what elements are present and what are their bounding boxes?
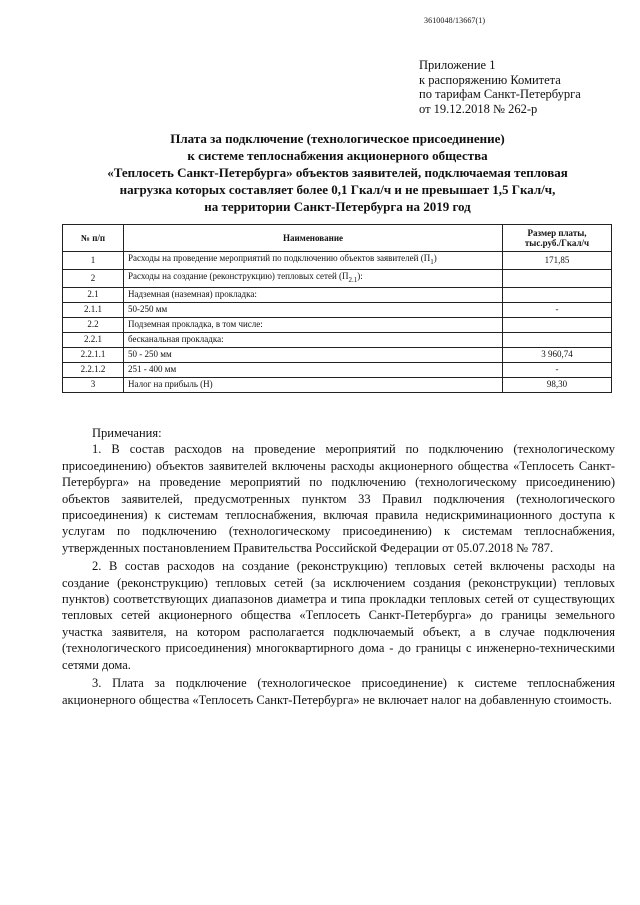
- row-name: [124, 347, 503, 362]
- document-id: 3610048/13667(1): [424, 16, 486, 25]
- tariff-table: [62, 224, 612, 393]
- row-number: 2.2: [63, 317, 124, 332]
- row-value: 3 960,74: [503, 347, 612, 362]
- row-name-text: Расходы на проведение мероприятий по подключению объектов заявителей (П: [128, 253, 431, 263]
- table-row: [63, 269, 612, 287]
- table-row: [63, 377, 612, 392]
- row-name: [124, 317, 503, 332]
- row-name: [124, 252, 503, 270]
- row-number: 2.1: [63, 287, 124, 302]
- row-number: 2.2.1.1: [63, 347, 124, 362]
- appendix-line: Приложение 1: [419, 58, 496, 72]
- row-number: 3: [63, 377, 124, 392]
- row-name-text: Надземная (наземная) прокладка:: [128, 289, 257, 300]
- title-line: «Теплосеть Санкт-Петербурга» объектов заявителей, подключаемая тепловая: [107, 165, 568, 180]
- row-name-text: Налог на прибыль (Н): [128, 379, 213, 390]
- row-name-text: 251 - 400 мм: [128, 364, 177, 375]
- row-value: 98,30: [503, 377, 612, 392]
- row-value: -: [503, 302, 612, 317]
- table-row: [63, 317, 612, 332]
- appendix-block: [419, 58, 581, 116]
- header-value-line1: Размер платы,: [527, 228, 587, 238]
- row-name: [124, 332, 503, 347]
- row-value: [503, 287, 612, 302]
- notes-section: [62, 425, 615, 708]
- row-name-subscript: 2.1: [348, 275, 358, 284]
- notes-heading: Примечания:: [92, 426, 162, 440]
- appendix-line: от 19.12.2018 № 262-р: [419, 101, 538, 116]
- header-name: Наименование: [124, 225, 503, 252]
- title-line: нагрузка которых составляет более 0,1 Гкал/ч и не превышает 1,5 Гкал/ч,: [119, 182, 556, 197]
- row-number: 2: [63, 269, 124, 287]
- table-row: [63, 332, 612, 347]
- row-name: [124, 269, 503, 287]
- row-name-text: 50-250 мм: [128, 304, 168, 315]
- table-row: [63, 347, 612, 362]
- table-header-row: [63, 225, 612, 252]
- table-row: [63, 252, 612, 270]
- note-paragraph: 3. Плата за подключение (технологическое присоединение) к системе теплоснабжения акционерного общества «Теплосеть Санкт-Петербурга» не включает налог на добавленную стоимость.: [62, 676, 615, 707]
- table-row: [63, 302, 612, 317]
- row-name-text: бесканальная прокладка:: [128, 334, 224, 345]
- row-name-text: Расходы на создание (реконструкцию) тепловых сетей (П: [128, 270, 349, 281]
- row-value: [503, 269, 612, 287]
- row-name: [124, 287, 503, 302]
- row-value: [503, 317, 612, 332]
- row-name-subscript: 1: [430, 257, 434, 266]
- header-value-line2: тыс.руб./Гкал/ч: [524, 238, 590, 248]
- title-line: к системе теплоснабжения акционерного общества: [187, 148, 488, 163]
- title-line: на территории Санкт-Петербурга на 2019 год: [204, 199, 471, 214]
- title-line: Плата за подключение (технологическое присоединение): [170, 131, 505, 146]
- appendix-line: к распоряжению Комитета: [419, 72, 561, 87]
- appendix-line: по тарифам Санкт-Петербурга: [419, 87, 581, 101]
- table-row: [63, 287, 612, 302]
- row-name-suffix: ): [433, 253, 437, 263]
- row-name: [124, 377, 503, 392]
- header-number: № п/п: [63, 225, 124, 252]
- row-value: [503, 332, 612, 347]
- row-number: 2.2.1: [63, 332, 124, 347]
- row-name-text: Подземная прокладка, в том числе:: [128, 319, 263, 330]
- document-title: [60, 130, 615, 215]
- row-name: [124, 362, 503, 377]
- row-number: 2.2.1.2: [63, 362, 124, 377]
- table-row: [63, 362, 612, 377]
- row-name: [124, 302, 503, 317]
- row-value: 171,85: [503, 252, 612, 270]
- row-number: 2.1.1: [63, 302, 124, 317]
- note-paragraph: 2. В состав расходов на создание (реконструкцию) тепловых сетей включены расходы на создание (реконструкцию) тепловых сетей (за исключением создания (реконструкции) тепловых пунктов) соответствующих диапазонов диаметра и типа прокладки тепловых сетей от существующих тепловых сетей акционерного общества «Теплосеть Санкт-Петербурга» до границы земельного участка заявителя, на котором располагается подключаемый объект, а в случае подключения (технологического присоединения) многоквартирного дома - до границы с инженерно-техническими сетями дома.: [62, 559, 615, 672]
- note-paragraph: 1. В состав расходов на проведение мероприятий по подключению (технологическому присоединению) объектов заявителей включены расходы акционерного общества «Теплосеть Санкт-Петербурга» на проведение мероприятий по подключению (технологическому присоединению) объектов заявителей, предусмотренных пунктом 33 Правил подключения (технологического присоединения) к системам теплоснабжения, включая правила недискриминационного доступа к услугам по подключению (технологическому присоединению) к системам теплоснабжения, утвержденных постановлением Правительства Российской Федерации от 05.07.2018 № 787.: [62, 442, 615, 555]
- row-number: 1: [63, 252, 124, 270]
- header-value: [503, 225, 612, 252]
- row-name-text: 50 - 250 мм: [128, 349, 172, 360]
- row-value: -: [503, 362, 612, 377]
- row-name-suffix: ):: [357, 270, 363, 281]
